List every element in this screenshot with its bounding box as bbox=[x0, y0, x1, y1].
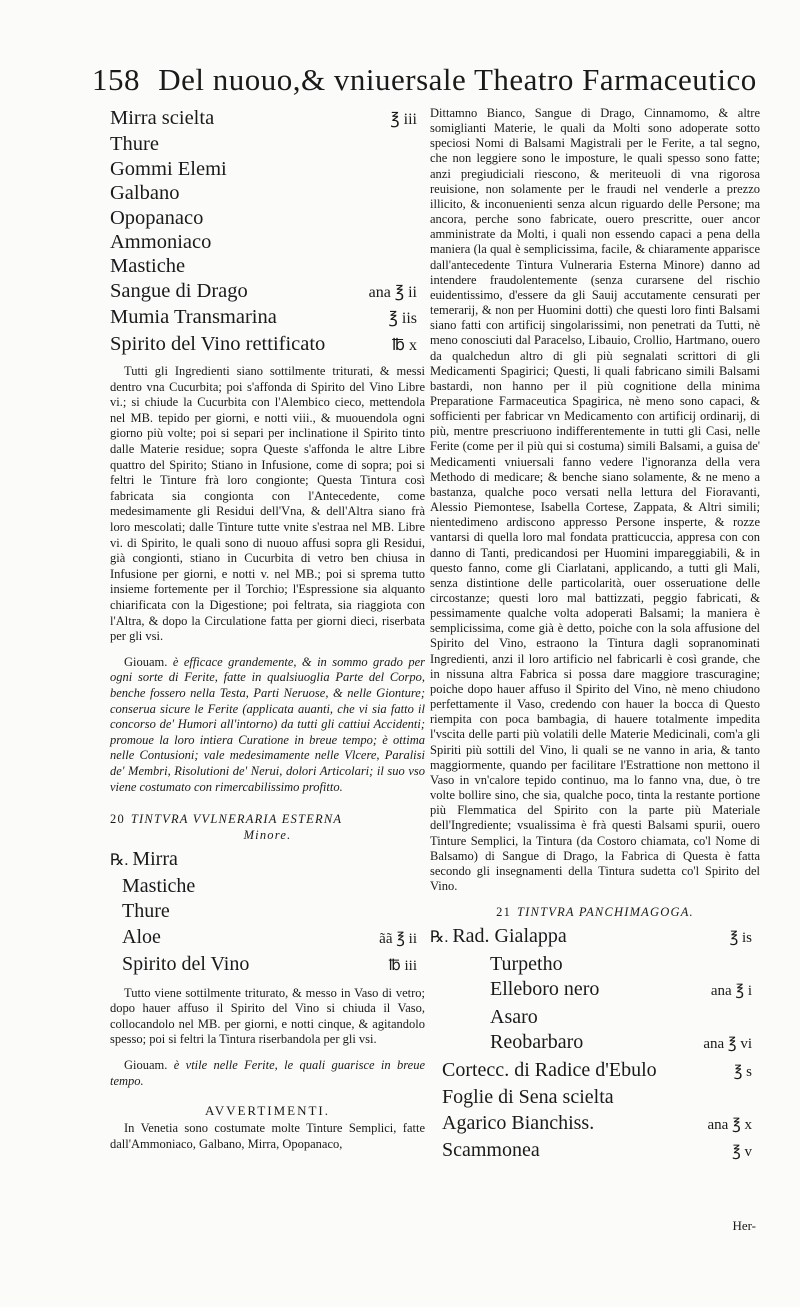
ingredient-name: Asaro bbox=[490, 1005, 538, 1028]
ingredient-row bbox=[430, 1005, 760, 1031]
section-title: AVVERTIMENTI. bbox=[205, 1103, 330, 1119]
ingredient-row bbox=[430, 952, 760, 978]
ingredient-name: Opopanaco bbox=[110, 206, 204, 229]
left-column bbox=[110, 106, 425, 1152]
virtue-text: è vtile nelle Ferite, le quali guarisce in breue tempo. bbox=[110, 1057, 425, 1088]
ingredient-name: Mumia Transmarina bbox=[110, 306, 277, 329]
ingredient-name: Sangue di Drago bbox=[110, 279, 248, 302]
ingredient-dose: ℔ x bbox=[391, 336, 417, 354]
ingredient-row bbox=[110, 874, 425, 900]
recipe-symbol: ℞. bbox=[430, 929, 449, 947]
recipe-heading-20 bbox=[110, 811, 425, 843]
virtue-paragraph bbox=[110, 655, 425, 795]
ingredient-list bbox=[110, 106, 425, 358]
ingredient-name: Spirito del Vino rettificato bbox=[110, 332, 326, 355]
ingredient-name: Galbano bbox=[110, 182, 180, 205]
recipe-symbol: ℞. bbox=[110, 852, 129, 870]
procedure-text: Tutto viene sottilmente triturato, & messo in Vaso di vetro; dopo hauer affuso il Spirito del Vino si chiuda il Vaso, collocandolo nel MB. per giorni, e notti cinque, & agitandolo spesso; poi si feltri la Tintura riserbandola per gli vsi. bbox=[110, 985, 425, 1047]
ingredient-name: Thure bbox=[122, 900, 170, 923]
running-title: Del nuouo,& vniuersale Theatro Farmaceutico bbox=[158, 62, 757, 97]
ingredient-name: Scammonea bbox=[442, 1139, 540, 1162]
ingredient-row bbox=[430, 1138, 760, 1166]
ingredient-dose: ℥ is bbox=[729, 930, 752, 947]
virtue-paragraph bbox=[110, 1058, 425, 1089]
right-column bbox=[430, 106, 760, 1166]
ingredient-name: Foglie di Sena scielta bbox=[442, 1086, 614, 1109]
ingredient-name: Aloe bbox=[122, 925, 161, 948]
ingredient-dose: ana ℥ vi bbox=[703, 1036, 752, 1053]
ingredient-dose: ãã ℥ ii bbox=[379, 930, 417, 947]
ingredient-name: Mirra scielta bbox=[110, 107, 215, 129]
ingredient-name: Mastiche bbox=[122, 874, 196, 897]
recipe-number: 20 bbox=[110, 812, 125, 827]
ingredient-name: Ammoniaco bbox=[110, 231, 212, 254]
ingredient-name: Cortecc. di Radice d'Ebulo bbox=[442, 1058, 657, 1081]
virtue-text: è efficace grandemente, & in sommo grado per ogni sorte di Ferite, fatte in qualsiuoglia Parte del Corpo, benche fossero nella Testa, Parti Neruose, & nelle Gionture; conserua sicure le Ferite (applicata auanti, che vi sia fatto il concorso de' Humori all'intorno) da tutti gli cattiui Accidenti; promoue la loro intiera Curatione in breue tempo; è ottima nelle Contusioni; vale medesimamente nelle Vlcere, Paralisi de' Membri, Risolutioni de' Nerui, dolori Articolari; il suo vso viene costumato con rimercabilissimo profitto. bbox=[110, 654, 426, 794]
recipe-title: TINTVRA PANCHIMAGOGA. bbox=[517, 905, 694, 920]
ingredient-row bbox=[430, 1085, 760, 1111]
avvertimenti-text: In Venetia sono costumate molte Tinture Semplici, fatte dall'Ammoniaco, Galbano, Mirra, Opopanaco, bbox=[110, 1121, 425, 1151]
ingredient-name: Mastiche bbox=[110, 255, 186, 278]
virtue-label: Giouam. bbox=[124, 1057, 168, 1072]
ingredient-dose: ana ℥ i bbox=[710, 983, 752, 1000]
ingredient-dose: ℥ iii bbox=[390, 111, 417, 128]
ingredient-row bbox=[430, 977, 760, 1005]
recipe-title: TINTVRA VVLNERARIA ESTERNA bbox=[130, 812, 343, 827]
ingredient-dose: ana ℥ x bbox=[707, 1116, 752, 1133]
page-header bbox=[92, 60, 760, 100]
ingredient-row bbox=[110, 157, 425, 181]
ingredient-dose: ana ℥ ii bbox=[368, 283, 417, 301]
recipe-subtitle: Minore. bbox=[243, 828, 292, 843]
ingredient-row bbox=[110, 279, 425, 305]
ingredient-name: Agarico Bianchiss. bbox=[442, 1111, 595, 1134]
ingredient-name: Gommi Elemi bbox=[110, 157, 227, 180]
ingredient-row bbox=[110, 847, 425, 874]
ingredient-row bbox=[110, 925, 425, 953]
ingredient-row bbox=[110, 952, 425, 980]
ingredient-row bbox=[110, 106, 425, 132]
ingredient-name: Thure bbox=[110, 133, 159, 156]
ingredient-row bbox=[110, 206, 425, 230]
virtue-label: Giouam. bbox=[124, 654, 168, 669]
ingredient-dose: ℥ s bbox=[733, 1063, 752, 1080]
ingredient-row bbox=[110, 230, 425, 254]
ingredient-row bbox=[110, 899, 425, 925]
page-number: 158 bbox=[92, 62, 140, 97]
ingredient-row bbox=[430, 1030, 760, 1058]
ingredient-name: Turpetho bbox=[490, 952, 563, 975]
recipe-21-ingredients bbox=[430, 924, 760, 1166]
procedure-text: Tutti gli Ingredienti siano sottilmente triturati, & messi dentro vna Cucurbita; poi s'affonda di Spirito del Vino Libre vi.; si chiude la Cucurbita con l'Alembico cieco, mettendola nel MB. tepido per giorni, e notti viii., & muouendola ogni giorno più volte; poi si separi per inclinatione il Spirito tinto dalle Materie residue; sopra Queste s'affonda le altre Libre quattro del Spirito; Stiano in Infusione, come di sopra; poi si feltri le Tinture frà loro congionte; Questa Tintura così fabricata sia congionta con l'Antecedente, come medesimamente gli Residui dell'Vna, & dell'Altra siano frà loro mescolati; dalle Tinture tutte vnite s'estraa nel MB. Libre vi. di Spirito, le quali sono di nuouo affusi sopra gli Residui, già congionti, stiano in Cucurbita di vetro ben chiusa in Infusione per giorni, e notti v. nel MB.; poi si sprema tutto insieme fortemente per il Torchio; l'Espressione sia alquanto chiarificata con la Digestione; poi feltrata, sia riaggiota con l'Altra, & dopo la Circulatione fatta per giorni dieci, riserbata per gli vsi. bbox=[110, 364, 425, 644]
ingredient-dose: ℥ iis bbox=[388, 310, 417, 328]
recipe-number: 21 bbox=[496, 905, 512, 920]
ingredient-row bbox=[110, 181, 425, 205]
ingredient-row bbox=[110, 254, 425, 278]
ingredient-name: Mirra bbox=[132, 848, 178, 871]
ingredient-row bbox=[110, 132, 425, 156]
ingredient-name: Reobarbaro bbox=[490, 1031, 584, 1054]
ingredient-dose: ℥ v bbox=[732, 1144, 752, 1161]
catchword: Her- bbox=[732, 1218, 756, 1233]
ingredient-row bbox=[110, 305, 425, 331]
ingredient-dose: ℔ iii bbox=[388, 958, 417, 975]
continuation-text: Dittamno Bianco, Sangue di Drago, Cinnamomo, & altre somiglianti Materie, le quali da Molti sono adoperate sotto speciosi Nomi di Balsami Magistrali per le Ferite, a tal segno, che non leggiere sono le imposture, le quali spesso sono fatte; anzi pregiudiciali riescono, & meriteuoli di vna rigorosa reuisione, non solamente per le fraudi nel venderle a prezzo illicito, & inconuenienti senza alcun riguardo delle Persone; ma ancora, perche sono fabricate, ouero prescritte, ouer ancor amministrate da Molti, i quali non essendo capaci a pena della maniera (la qual è semplicissima, facile, & chiaramente apparisce dall'antecedente Tintura Vulneraria Esterna Minore) danno ad intendere fraudolentemente (senza curarsene del rischio euidentissimo, d'essere da gli Sauij accutamente censurati per temerarij, & non per Huomini dotti) che questi loro finti Balsami siano fatti con artificij singolarissimi, non penetrati da Tutti, nè meno conosciuti dal Paracelso, Libauio, Crollio, Hartmano, ouero da qualchedun altro di gli più segnalati scrittori di gli Medicamenti Spagirici; Questi, li quali fabricano simili Balsami bastardi, non hanno per il più cognitione della minima Preparatione Farmaceutica Spagirica, nè meno sono capaci, & sofficienti per fabricar vn Medicamento con artificij ordinarij, di più, mentre prescriuono indifferentemente in tutti gli Casi, nelle Ferite (come per il più qui si costuma) simili Balsami, a guisa de' Medicamenti vniuersali fanno vedere l'ignoranza della vera Methodo di medicare; & benche siano solamente, & ne meno a bastanza, qualche poco versati nella lettura del Fioravanti, Alessio Piemontese, Isabella Cortese, Zappata, & Altri simili; nientedimeno ardiscono appresso Persone insperte, & rozze vantarsi di quella loro mal fondata pratticuccia, appresa con con danno di Tanti, predicandosi per Huomini impareggiabili, & in questo fanno, come gli Ciarlatani, applicando, a tutti gli Mali, senza distintione delle particolarità, ouer osseruatione delle circostanze; questi loro mal battizzati, peggio fabricati, & pessimamente qualche volta adoperati Balsami; la maniera è semplicissima, come già è detto, poiche con la sola affusione del Spirito del Vino, estraono la Tintura dagli sopranominati Ingredienti, anzi il loro artificio nel fabricarli è così grande, che in nissuna altra Fabrica si possa dare maggiore trascuragine; poiche dopo hauer affuso il Spirito del Vino, nè meno chiudono perfettamente il Vaso, credendo con hauer la bocca di Questo riempita con poca bambagia, di hauere totalmente impedita l'vscita delle parti più volatili delle Materie Medicinali, com'a gli Spiriti più sottili del Vino, li quali se ne vanno in aria, & tanto maggiormente, quando per facilitare l'Estrattione non mettono il Vaso in vn'calore tepido continuo, ma lo fanno vna, due, ò tre volte bollire sino, che sia, qualche poco, tinta la restante portione più Flemmatica del Spirito con la parte più Materiale dell'Ingrediente; vsualissima è frà questi Balsami spurii, ouero Tinture Semplici, la Tintura (da Costoro chiamata, co'l Nome di Balsamo) di Sangue di Drago, la Fabrica di Questa è fatta secondo gli insegnamenti della Tintura sudetta co'l Spirito del Vino. bbox=[430, 106, 760, 893]
ingredient-name: Rad. Gialappa bbox=[452, 925, 567, 948]
recipe-heading-21 bbox=[430, 904, 760, 920]
ingredient-row bbox=[430, 1058, 760, 1086]
ingredient-row bbox=[110, 332, 425, 358]
ingredient-name: Elleboro nero bbox=[490, 978, 600, 1001]
recipe-20-ingredients bbox=[110, 847, 425, 980]
ingredient-row bbox=[430, 1111, 760, 1139]
ingredient-name: Spirito del Vino bbox=[122, 953, 250, 976]
ingredient-row bbox=[430, 924, 760, 952]
